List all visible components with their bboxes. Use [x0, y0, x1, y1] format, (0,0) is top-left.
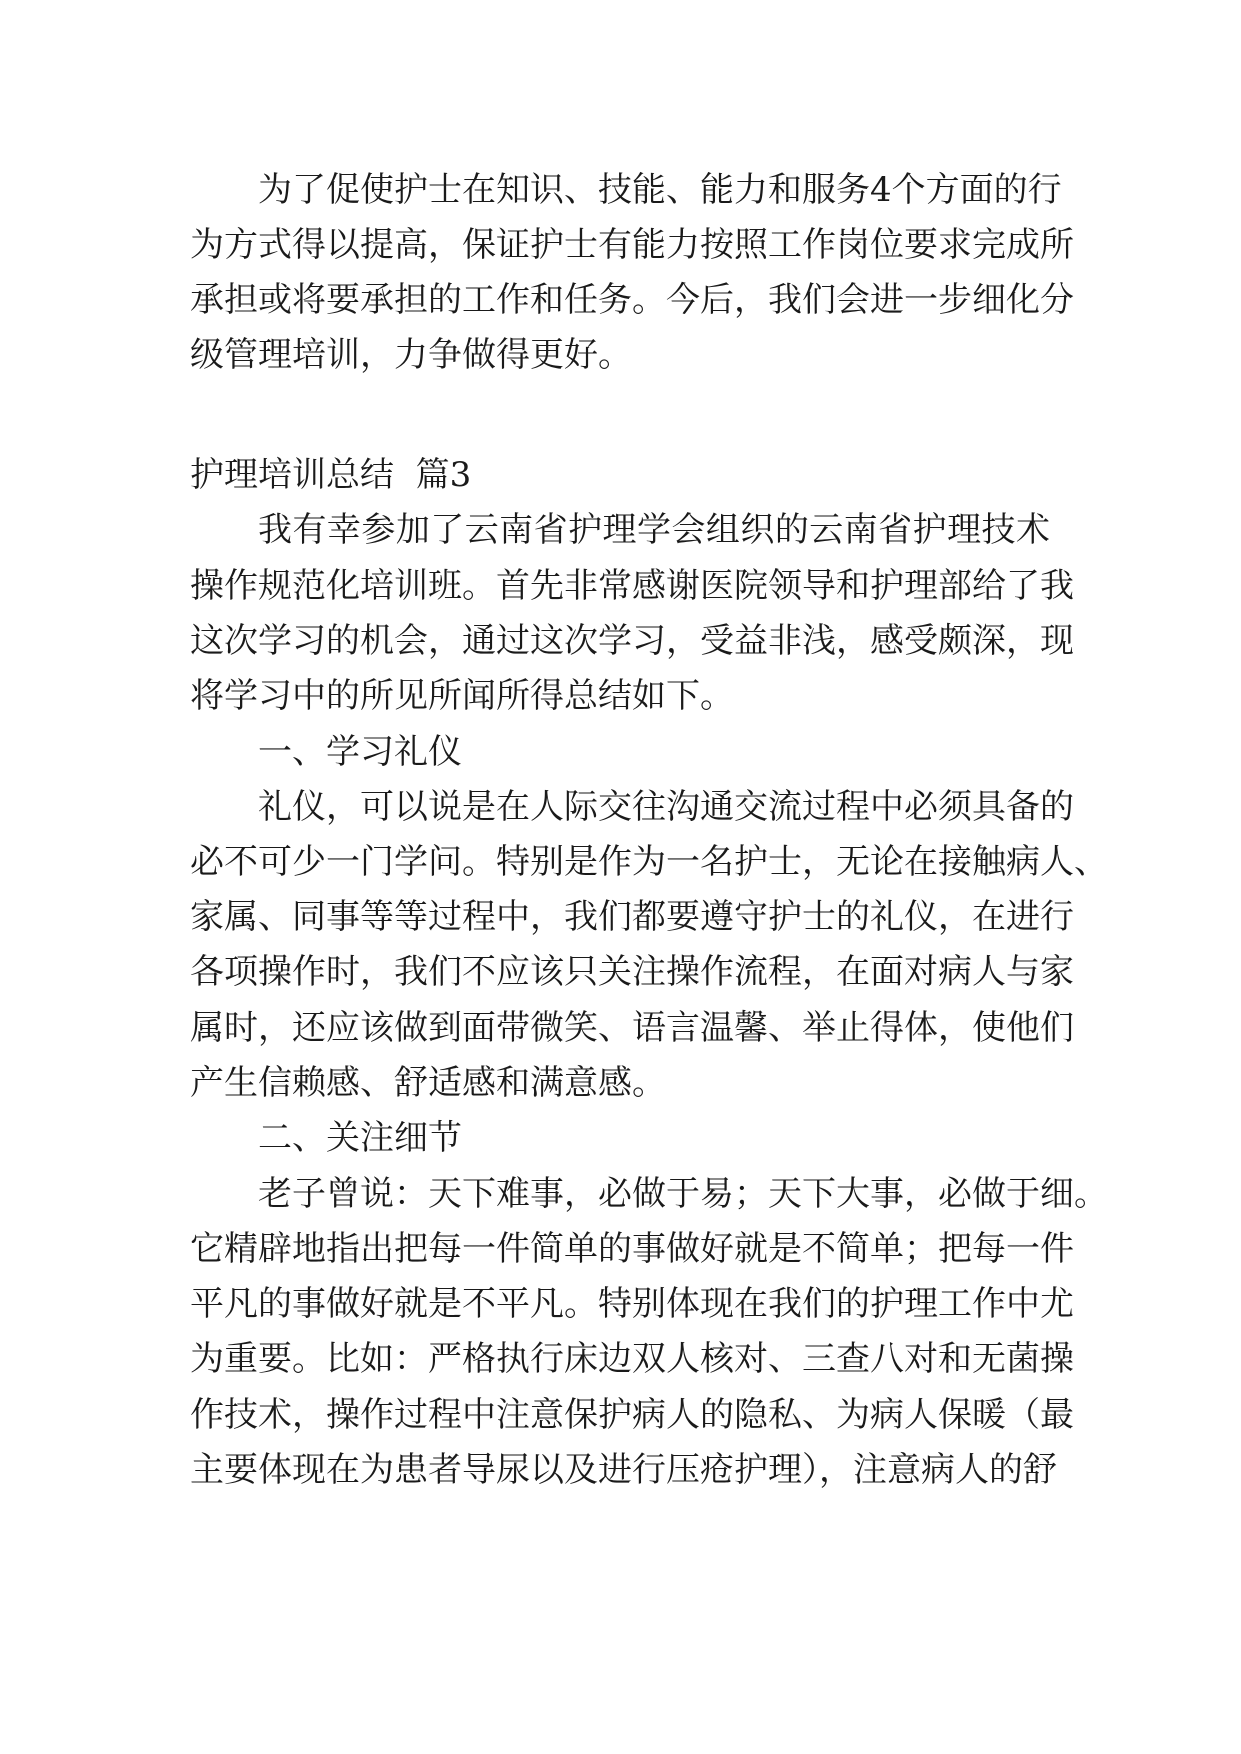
paragraph-line: 必不可少一门学问。特别是作为一名护士，无论在接触病人、	[190, 842, 1108, 882]
paragraph-line: 主要体现在为患者导尿以及进行压疮护理），注意病人的舒	[190, 1450, 1057, 1490]
paragraph-line: 老子曾说：天下难事，必做于易；天下大事，必做于细。	[258, 1174, 1108, 1214]
paragraph-line: 它精辟地指出把每一件简单的事做好就是不简单；把每一件	[190, 1229, 1074, 1269]
paragraph-line: 平凡的事做好就是不平凡。特别体现在我们的护理工作中尤	[190, 1284, 1074, 1324]
section-heading: 护理培训总结 篇3	[190, 455, 472, 495]
paragraph-line: 我有幸参加了云南省护理学会组织的云南省护理技术	[258, 510, 1050, 550]
paragraph-line: 作技术，操作过程中注意保护病人的隐私、为病人保暖（最	[190, 1395, 1074, 1435]
paragraph-line: 家属、同事等等过程中，我们都要遵守护士的礼仪，在进行	[190, 897, 1074, 937]
paragraph-line: 为了促使护士在知识、技能、能力和服务4个方面的行	[258, 170, 1062, 210]
paragraph-line: 将学习中的所见所闻所得总结如下。	[190, 676, 734, 716]
subheading: 一、学习礼仪	[258, 732, 462, 772]
paragraph-line: 级管理培训，力争做得更好。	[190, 335, 632, 375]
paragraph-line: 承担或将要承担的工作和任务。今后，我们会进一步细化分	[190, 280, 1074, 320]
paragraph-line: 产生信赖感、舒适感和满意感。	[190, 1063, 666, 1103]
paragraph-line: 操作规范化培训班。首先非常感谢医院领导和护理部给了我	[190, 566, 1074, 606]
subheading: 二、关注细节	[258, 1118, 462, 1158]
paragraph-line: 这次学习的机会，通过这次学习，受益非浅，感受颇深，现	[190, 621, 1074, 661]
paragraph-line: 属时，还应该做到面带微笑、语言温馨、举止得体，使他们	[190, 1008, 1074, 1048]
paragraph-line: 为方式得以提高，保证护士有能力按照工作岗位要求完成所	[190, 225, 1074, 265]
paragraph-line: 各项操作时，我们不应该只关注操作流程，在面对病人与家	[190, 952, 1074, 992]
paragraph-line: 礼仪，可以说是在人际交往沟通交流过程中必须具备的	[258, 787, 1074, 827]
paragraph-line: 为重要。比如：严格执行床边双人核对、三查八对和无菌操	[190, 1339, 1074, 1379]
